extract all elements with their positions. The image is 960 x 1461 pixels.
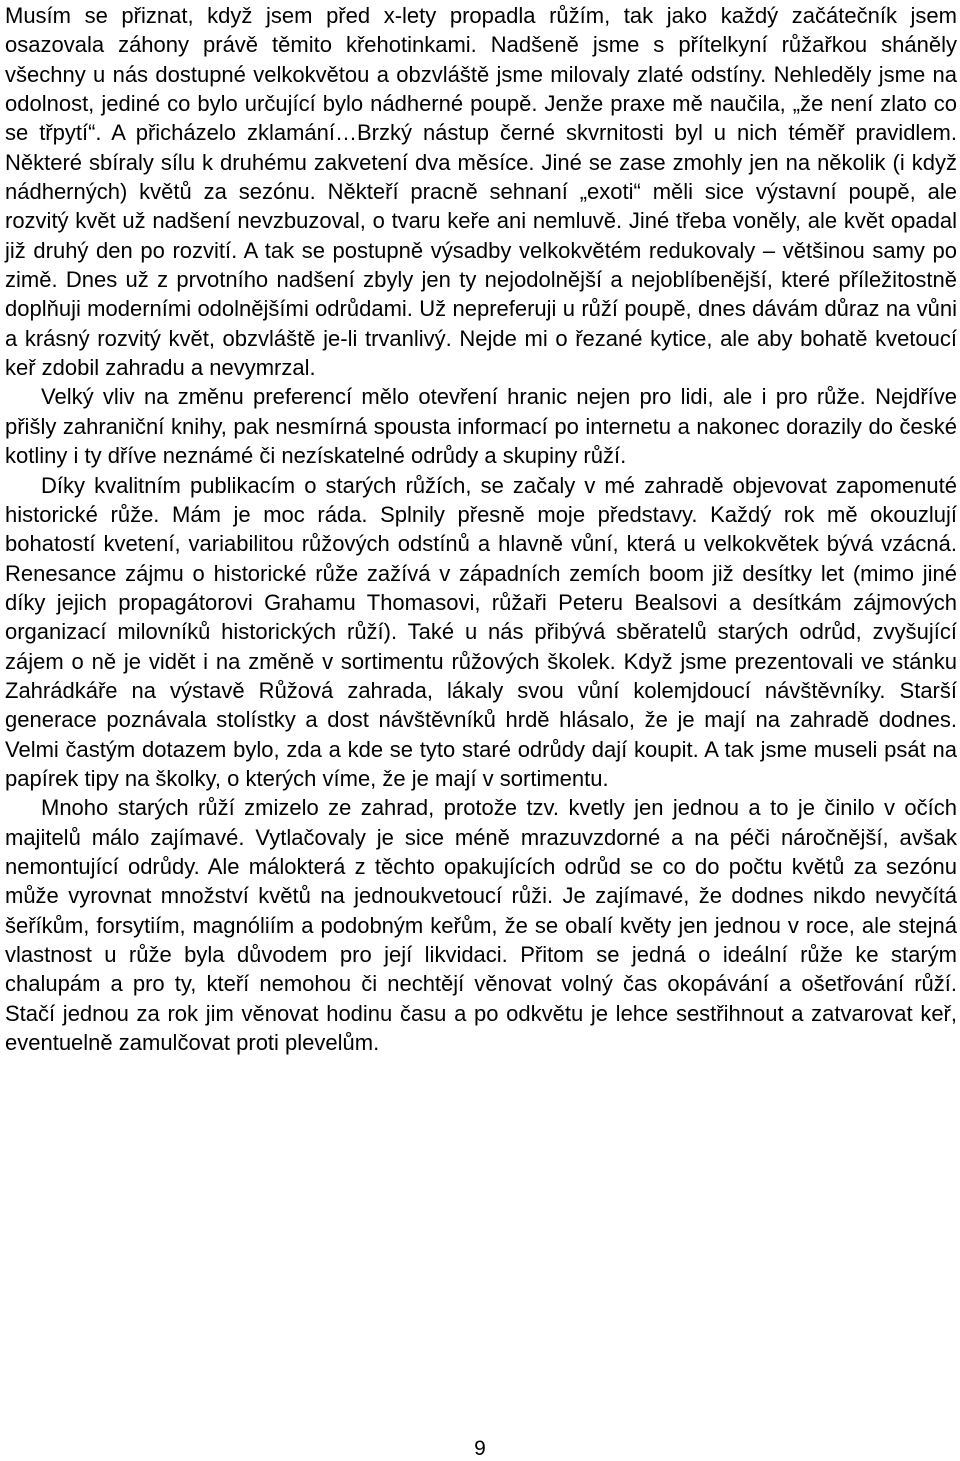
paragraph-old-roses: Mnoho starých růží zmizelo ze zahrad, protože tzv. kvetly jen jednou a to je činilo v očích majitelů málo zajímavé. Vytlačovaly je sice méně mrazuvzdorné a na péči náročnější, avšak nemontující odrůdy. Ale málokterá z těchto opakujících odrůd se co do počtu květů za sezónu může vyrovnat množství květů na jednoukvetoucí růži. Je zajímavé, že dodnes nikdo nevyčítá šeříkům, forsytiím, magnóliím a podobným keřům, že se obalí květy jen jednou v roce, ale stejná vlastnost u růže byla důvodem pro její likvidaci. Přitom se jedná o ideální růže ke starým chalupám a pro ty, kteří nemohou či nechtějí věnovat volný čas okopávání a ošetřování růží. Stačí jednou za rok jim věnovat hodinu času a po odkvětu je lehce sestřihnout a zatvarovat keř, eventuelně zamulčovat proti plevelům. xyxy=(5,795,957,1056)
page-number: 9 xyxy=(474,1437,486,1460)
paragraph-preferences: Velký vliv na změnu preferencí mělo otevření hranic nejen pro lidi, ale i pro růže. Nejdříve přišly zahraniční knihy, pak nesmírná spousta informací po internetu a nakonec dorazily do české kotliny i ty dříve neznámé či nezískatelné odrůdy a skupiny růží. xyxy=(5,384,957,469)
paragraph-intro: Musím se přiznat, když jsem před x-lety propadla růžím, tak jako každý začátečník jsem osazovala záhony právě těmito křehotinkami. Nadšeně jsme s přítelkyní růžařkou sháněly všechny u nás dostupné velkokvětou a obzvláště jsme milovaly zlaté odstíny. Nehleděly jsme na odolnost, jediné co bylo určující bylo nádherné poupě. Jenže praxe mě naučila, „že není zlato co se třpytí“. A přicházelo zklamání…Brzký nástup černé skvrnitosti byl u nich téměř pravidlem. Některé sbíraly sílu k druhému zakvetení dva měsíce. Jiné se zase zmohly jen na několik (i když nádherných) květů za sezónu. Někteří pracně sehnaní „exoti“ měli sice výstavní poupě, ale rozvitý květ už nadšení nevzbuzoval, o tvaru keře ani nemluvě. Jiné třeba voněly, ale květ opadal již druhý den po rozvití. A tak se postupně výsadby velkokvětém redukovaly – většinou samy po zimě. Dnes už z prvotního nadšení zbyly jen ty nejodolnější a nejoblíbenější, které příležitostně doplňuji moderními odolnějšími odrůdami. Už nepreferuji u růží poupě, dnes dávám důraz na vůni a krásný rozvitý květ, obzvláště je-li trvanlivý. Nejde mi o řezané kytice, ale aby bohatě kvetoucí keř zdobil zahradu a nevymrzal. xyxy=(5,3,957,381)
document-page xyxy=(5,0,957,1057)
paragraph-historic-roses: Díky kvalitním publikacím o starých růžích, se začaly v mé zahradě objevovat zapomenuté historické růže. Mám je moc ráda. Splnily přesně moje představy. Každý rok mě okouzlují bohatostí kvetení, variabilitou růžových odstínů a hlavně vůní, která u velkokvětek bývá vzácná. Renesance zájmu o historické růže zažívá v západních zemích boom již desítky let (mimo jiné díky jejich propagátorovi Grahamu Thomasovi, růžaři Peteru Bealsovi a desítkám zájmových organizací milovníků historických růží). Také u nás přibývá sběratelů starých odrůd, zvyšující zájem o ně je vidět i na změně v sortimentu růžových školek. Když jsme prezentovali ve stánku Zahrádkáře na výstavě Růžová zahrada, lákaly svou vůní kolemjdoucí návštěvníky. Starší generace poznávala stolístky a dost návštěvníků hrdě hlásalo, že je mají na zahradě dodnes. Velmi častým dotazem bylo, zda a kde se tyto staré odrůdy dají koupit. A tak jsme museli psát na papírek tipy na školky, o kterých víme, že je mají v sortimentu. xyxy=(5,472,957,791)
